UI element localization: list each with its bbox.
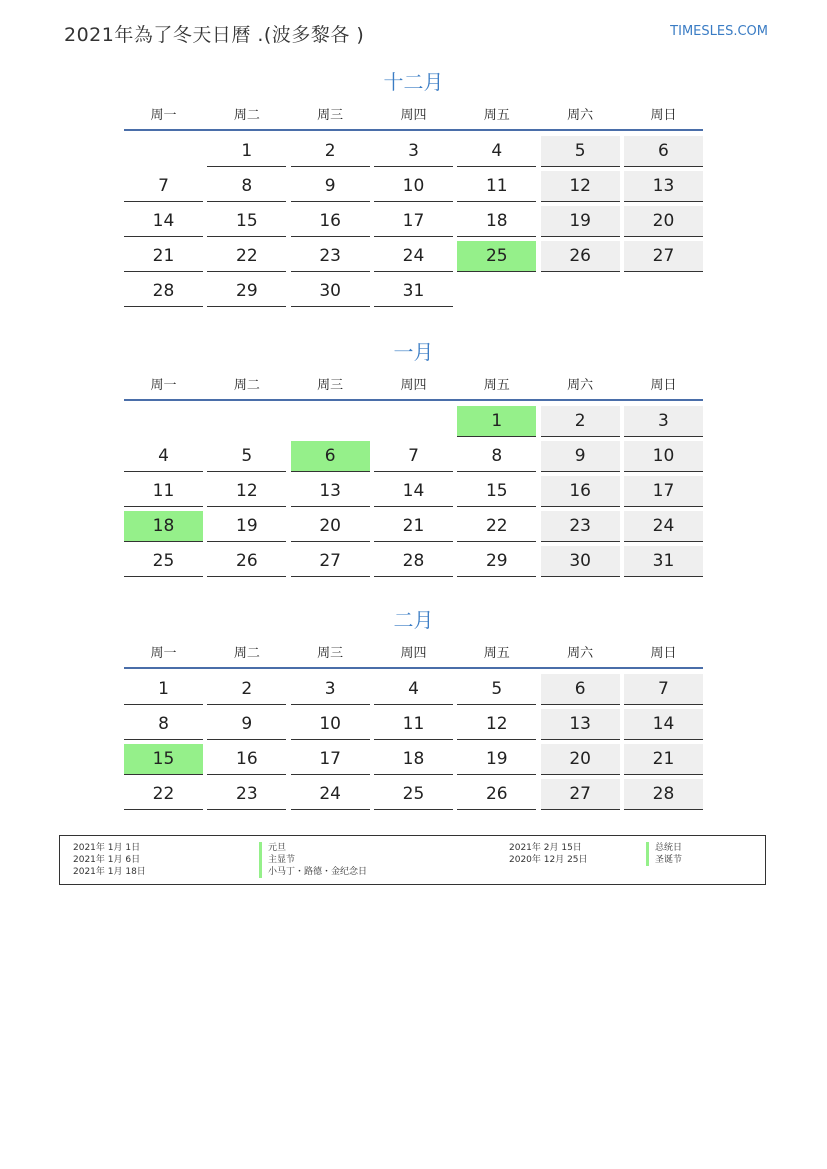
- day-cell: 9: [291, 171, 370, 202]
- day-cell: 27: [624, 241, 703, 272]
- day-cell: 8: [457, 441, 536, 472]
- day-cell: 30: [541, 546, 620, 577]
- weekday-label: 周四: [400, 645, 427, 661]
- day-cell: 5: [457, 674, 536, 705]
- holiday-names-left: [259, 842, 367, 878]
- day-cell: 3: [291, 674, 370, 705]
- weekday-label: 周三: [317, 377, 344, 393]
- weekday-label: 周四: [400, 377, 427, 393]
- day-grid: [124, 136, 703, 307]
- day-cell: 6: [541, 674, 620, 705]
- empty-cell: [291, 406, 370, 437]
- day-cell: 19: [457, 744, 536, 775]
- weekday-label: 周三: [317, 107, 344, 123]
- day-cell: 17: [374, 206, 453, 237]
- day-cell: 9: [207, 709, 286, 740]
- empty-cell: [124, 406, 203, 437]
- day-cell: 26: [207, 546, 286, 577]
- weekday-label: 周一: [150, 107, 177, 123]
- day-cell: 19: [541, 206, 620, 237]
- weekday-label: 周日: [650, 107, 677, 123]
- weekday-header: [124, 97, 703, 131]
- weekday-label: 周四: [400, 107, 427, 123]
- holiday-day-cell: 25: [457, 241, 536, 272]
- holiday-name: 元旦: [259, 842, 367, 854]
- day-cell: 16: [207, 744, 286, 775]
- day-cell: 4: [124, 441, 203, 472]
- day-cell: 20: [541, 744, 620, 775]
- day-cell: 2: [541, 406, 620, 437]
- day-cell: 27: [541, 779, 620, 810]
- day-cell: 12: [457, 709, 536, 740]
- day-cell: 22: [207, 241, 286, 272]
- day-cell: 28: [374, 546, 453, 577]
- weekday-label: 周二: [233, 645, 260, 661]
- day-cell: 1: [124, 674, 203, 705]
- empty-cell: [374, 406, 453, 437]
- holiday-date: 2021年 1月 6日: [73, 855, 141, 865]
- day-cell: 5: [207, 441, 286, 472]
- holiday-date: 2020年 12月 25日: [509, 855, 588, 865]
- day-cell: 11: [124, 476, 203, 507]
- day-cell: 26: [541, 241, 620, 272]
- day-cell: 5: [541, 136, 620, 167]
- weekday-label: 周二: [233, 377, 260, 393]
- day-cell: 18: [457, 206, 536, 237]
- day-cell: 21: [624, 744, 703, 775]
- holiday-name: 圣诞节: [646, 854, 682, 866]
- weekday-label: 周日: [650, 645, 677, 661]
- day-cell: 26: [457, 779, 536, 810]
- weekday-header: [124, 635, 703, 669]
- empty-cell: [124, 136, 203, 167]
- day-cell: 23: [541, 511, 620, 542]
- weekday-label: 周六: [567, 377, 594, 393]
- day-cell: 15: [457, 476, 536, 507]
- day-cell: 23: [207, 779, 286, 810]
- holiday-day-cell: 15: [124, 744, 203, 775]
- weekday-label: 周五: [483, 377, 510, 393]
- weekday-label: 周六: [567, 645, 594, 661]
- weekday-label: 周日: [650, 377, 677, 393]
- site-link[interactable]: TIMESLES.COM: [670, 24, 768, 39]
- day-cell: 22: [124, 779, 203, 810]
- day-cell: 11: [374, 709, 453, 740]
- weekday-label: 周一: [150, 377, 177, 393]
- holiday-dates-right: [509, 842, 588, 866]
- month-january: [124, 337, 703, 577]
- day-cell: 12: [207, 476, 286, 507]
- day-cell: 29: [457, 546, 536, 577]
- month-december: [124, 67, 703, 307]
- weekday-label: 周三: [317, 645, 344, 661]
- day-cell: 12: [541, 171, 620, 202]
- day-cell: 19: [207, 511, 286, 542]
- day-cell: 2: [207, 674, 286, 705]
- day-cell: 14: [374, 476, 453, 507]
- month-february: [124, 605, 703, 810]
- day-cell: 20: [291, 511, 370, 542]
- holiday-date: 2021年 1月 18日: [73, 867, 146, 877]
- day-cell: 24: [374, 241, 453, 272]
- holiday-name: 小马丁・路德・金纪念日: [259, 866, 367, 878]
- day-cell: 25: [374, 779, 453, 810]
- weekday-label: 周六: [567, 107, 594, 123]
- day-cell: 21: [124, 241, 203, 272]
- day-cell: 6: [624, 136, 703, 167]
- day-cell: 27: [291, 546, 370, 577]
- day-cell: 3: [624, 406, 703, 437]
- month-title: 二月: [393, 608, 434, 632]
- month-title: 十二月: [383, 70, 444, 94]
- day-cell: 2: [291, 136, 370, 167]
- holiday-date: 2021年 2月 15日: [509, 843, 582, 853]
- day-cell: 28: [624, 779, 703, 810]
- day-cell: 23: [291, 241, 370, 272]
- day-cell: 29: [207, 276, 286, 307]
- day-cell: 8: [207, 171, 286, 202]
- day-cell: 13: [624, 171, 703, 202]
- weekday-label: 周五: [483, 107, 510, 123]
- day-cell: 24: [624, 511, 703, 542]
- day-cell: 18: [374, 744, 453, 775]
- holiday-name: 总统日: [646, 842, 682, 854]
- holiday-name: 主显节: [259, 854, 367, 866]
- day-cell: 21: [374, 511, 453, 542]
- day-cell: 28: [124, 276, 203, 307]
- day-cell: 14: [124, 206, 203, 237]
- day-cell: 17: [624, 476, 703, 507]
- day-cell: 15: [207, 206, 286, 237]
- day-cell: 11: [457, 171, 536, 202]
- day-cell: 1: [207, 136, 286, 167]
- day-cell: 30: [291, 276, 370, 307]
- holiday-day-cell: 6: [291, 441, 370, 472]
- empty-cell: [207, 406, 286, 437]
- day-cell: 7: [624, 674, 703, 705]
- page-title: 2021年為了冬天日曆 .(波多黎各 ): [64, 24, 365, 46]
- day-cell: 31: [624, 546, 703, 577]
- holiday-dates-left: [73, 842, 146, 878]
- day-cell: 7: [374, 441, 453, 472]
- day-cell: 24: [291, 779, 370, 810]
- day-cell: 10: [291, 709, 370, 740]
- day-cell: 10: [624, 441, 703, 472]
- day-cell: 25: [124, 546, 203, 577]
- day-grid: [124, 674, 703, 810]
- day-cell: 4: [457, 136, 536, 167]
- holiday-day-cell: 1: [457, 406, 536, 437]
- holiday-day-cell: 18: [124, 511, 203, 542]
- day-cell: 14: [624, 709, 703, 740]
- weekday-label: 周一: [150, 645, 177, 661]
- holiday-date: 2021年 1月 1日: [73, 843, 141, 853]
- day-cell: 16: [541, 476, 620, 507]
- weekday-label: 周五: [483, 645, 510, 661]
- holiday-names-right: [646, 842, 682, 866]
- day-cell: 9: [541, 441, 620, 472]
- day-cell: 8: [124, 709, 203, 740]
- day-cell: 7: [124, 171, 203, 202]
- day-cell: 13: [291, 476, 370, 507]
- holiday-legend: [59, 835, 766, 885]
- day-cell: 10: [374, 171, 453, 202]
- day-cell: 4: [374, 674, 453, 705]
- day-cell: 17: [291, 744, 370, 775]
- day-cell: 22: [457, 511, 536, 542]
- weekday-header: [124, 367, 703, 401]
- weekday-label: 周二: [233, 107, 260, 123]
- day-cell: 13: [541, 709, 620, 740]
- day-grid: [124, 406, 703, 577]
- day-cell: 20: [624, 206, 703, 237]
- month-title: 一月: [393, 340, 434, 364]
- day-cell: 3: [374, 136, 453, 167]
- day-cell: 31: [374, 276, 453, 307]
- day-cell: 16: [291, 206, 370, 237]
